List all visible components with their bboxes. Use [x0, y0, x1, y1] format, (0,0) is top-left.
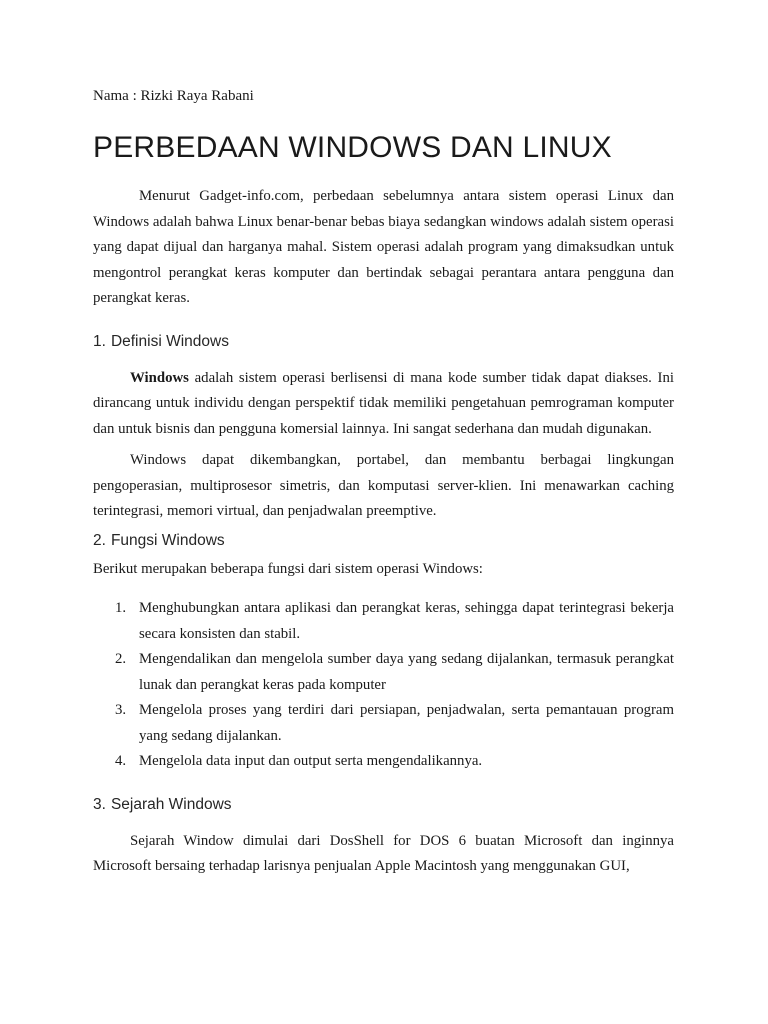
definisi-paragraph-1-text: adalah sistem operasi berlisensi di mana kode sumber tidak dapat diakses. Ini dirancang untuk individu dengan perspektif tidak memiliki pengetahuan pemrograman komputer dan untuk bisnis dan pengguna komersial lainnya. Ini sangat sederhana dan mudah digunakan. — [93, 369, 674, 437]
section-heading-text: Definisi Windows — [110, 332, 229, 350]
document-body — [93, 86, 674, 880]
section-heading-fungsi — [93, 531, 674, 551]
list-item-text: Mengendalikan dan mengelola sumber daya yang sedang dijalankan, termasuk perangkat lunak dan perangkat keras pada komputer — [139, 651, 674, 693]
list-item-text: Mengelola proses yang terdiri dari persiapan, penjadwalan, serta pemantauan program yang sedang dijalankan. — [139, 702, 674, 744]
section-heading-text: Fungsi Windows — [110, 531, 225, 549]
list-item — [93, 596, 674, 647]
document-title: PERBEDAAN WINDOWS DAN LINUX — [93, 131, 612, 164]
section-heading-sejarah — [93, 795, 674, 815]
section-number: 3. — [93, 795, 106, 813]
definisi-paragraph-2: Windows dapat dikembangkan, portabel, dan membantu berbagai lingkungan pengoperasian, multiprosesor simetris, dan komputasi server-klien. Ini menawarkan caching terintegrasi, memori virtual, dan penjadwalan preemptive. — [93, 452, 674, 519]
sejarah-paragraph-1: Sejarah Window dimulai dari DosShell for DOS 6 buatan Microsoft dan inginnya Microsoft bersaing terhadap larisnya penjualan Apple Macintosh yang menggunakan GUI, — [93, 832, 674, 874]
list-item-number: 4. — [115, 753, 127, 769]
section-heading-text: Sejarah Windows — [110, 795, 232, 813]
list-item-text: Menghubungkan antara aplikasi dan perangkat keras, sehingga dapat terintegrasi bekerja secara konsisten dan stabil. — [139, 600, 674, 642]
list-item-number: 1. — [115, 600, 127, 616]
windows-bold-term: Windows — [130, 369, 189, 386]
section-number: 1. — [93, 332, 106, 350]
list-item — [93, 698, 674, 749]
author-name-line: Nama : Rizki Raya Rabani — [93, 88, 254, 104]
list-item-number: 3. — [115, 702, 127, 718]
list-item — [93, 647, 674, 698]
section-heading-definisi — [93, 332, 674, 352]
fungsi-list — [93, 596, 674, 775]
section-number: 2. — [93, 531, 106, 549]
intro-paragraph: Menurut Gadget-info.com, perbedaan sebelumnya antara sistem operasi Linux dan Windows adalah bahwa Linux benar-benar bebas biaya sedangkan windows adalah sistem operasi yang dapat dijual dan harganya mahal. Sistem operasi adalah program yang dimaksudkan untuk mengontrol perangkat keras komputer dan bertindak sebagai perantara antara pengguna dan perangkat keras. — [93, 188, 674, 306]
fungsi-lead-paragraph: Berikut merupakan beberapa fungsi dari sistem operasi Windows: — [93, 560, 483, 577]
list-item-number: 2. — [115, 651, 127, 667]
list-item — [93, 749, 674, 775]
list-item-text: Mengelola data input dan output serta mengendalikannya. — [139, 753, 483, 769]
definisi-paragraph-1 — [93, 366, 674, 443]
